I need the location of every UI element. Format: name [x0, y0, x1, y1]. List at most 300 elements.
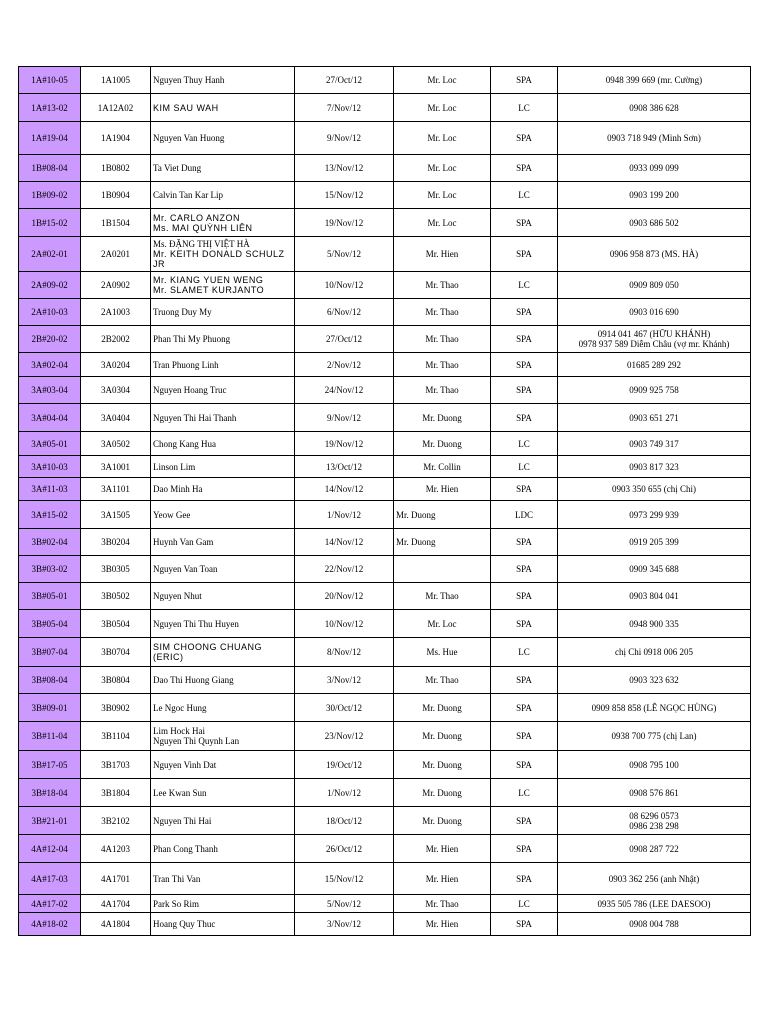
contract-type-text: SPA [516, 591, 532, 601]
code-text: 1B0904 [101, 190, 130, 200]
table-row [19, 694, 751, 722]
code-text: 3B0502 [101, 591, 130, 601]
unit-cell [19, 404, 81, 432]
unit-text: 3A#10-03 [31, 461, 68, 472]
code-text: 1B0802 [101, 163, 130, 173]
contract-type-text: SPA [516, 307, 532, 317]
unit-text: 3B#07-04 [31, 647, 68, 657]
unit-text: 4A#12-04 [31, 843, 68, 854]
unit-cell [19, 478, 81, 501]
agent-cell [394, 377, 491, 404]
date-cell [295, 835, 394, 863]
contract-type-text: SPA [516, 564, 532, 574]
owner-name-cell [151, 272, 295, 299]
table-row [19, 326, 751, 353]
date-text: 5/Nov/12 [326, 249, 361, 259]
contract-type-cell [491, 667, 558, 694]
table-row [19, 722, 751, 751]
owner-name-cell [151, 610, 295, 638]
date-text: 5/Nov/12 [326, 898, 361, 909]
contract-type-cell [491, 432, 558, 456]
agent-cell [394, 610, 491, 638]
phone-line: 0909 345 688 [629, 564, 679, 574]
date-cell [295, 209, 394, 237]
code-text: 3A1505 [101, 509, 130, 520]
table-row [19, 94, 751, 122]
phone-line: 0903 651 271 [629, 412, 679, 423]
agent-cell [394, 638, 491, 667]
phone-line: 0938 700 775 (chị Lan) [611, 731, 697, 741]
contract-type-text: SPA [516, 675, 532, 685]
contract-type-text: LC [518, 102, 530, 113]
contract-type-text: SPA [516, 873, 532, 884]
unit-text: 3B#11-04 [31, 731, 68, 741]
agent-text: Mr. Hien [425, 873, 459, 884]
contract-type-cell [491, 182, 558, 209]
owner-name-cell [151, 209, 295, 237]
contract-type-cell [491, 404, 558, 432]
unit-text: 3B#17-05 [31, 759, 68, 770]
contract-type-cell [491, 610, 558, 638]
table-row [19, 667, 751, 694]
date-text: 3/Nov/12 [326, 919, 361, 929]
agent-cell [394, 209, 491, 237]
contract-type-cell [491, 272, 558, 299]
contract-type-text: SPA [516, 217, 532, 228]
date-cell [295, 182, 394, 209]
date-cell [295, 404, 394, 432]
code-cell [81, 610, 151, 638]
owner-name-line: (ERIC) [153, 652, 184, 662]
phone-cell [558, 299, 751, 326]
owner-name-line: SIM CHOONG CHUANG [153, 642, 263, 652]
owner-name-line: Lim Hock Hai [153, 726, 205, 736]
agent-cell [394, 67, 491, 94]
contract-type-text: SPA [516, 919, 532, 929]
unit-cell [19, 556, 81, 583]
phone-cell [558, 155, 751, 182]
agent-cell [394, 913, 491, 936]
code-text: 1A1005 [101, 75, 130, 85]
code-cell [81, 478, 151, 501]
unit-text: 4A#18-02 [31, 919, 68, 929]
unit-text: 1B#08-04 [31, 163, 68, 173]
date-text: 19/Oct/12 [326, 759, 362, 770]
agent-text: Mr. Loc [427, 190, 457, 200]
unit-text: 3B#02-04 [31, 537, 68, 547]
contract-type-cell [491, 501, 558, 529]
date-cell [295, 122, 394, 155]
unit-cell [19, 122, 81, 155]
code-cell [81, 895, 151, 913]
owner-name-line: Nguyen Thi Hai [153, 815, 212, 826]
contract-type-text: LC [518, 461, 530, 472]
phone-line: 0903 718 949 (Minh Sơn) [607, 133, 701, 143]
owner-name-line: Ms. ĐẶNG THỊ VIỆT HÀ [153, 239, 250, 249]
owner-name-line: Calvin Tan Kar Lip [153, 190, 223, 200]
owner-name-cell [151, 237, 295, 272]
agent-cell [394, 583, 491, 610]
contract-type-cell [491, 529, 558, 556]
phone-cell [558, 694, 751, 722]
unit-text: 3A#02-04 [31, 359, 68, 370]
unit-cell [19, 895, 81, 913]
date-text: 7/Nov/12 [326, 102, 361, 113]
owner-name-cell [151, 895, 295, 913]
owner-name-line: Le Ngoc Hung [153, 702, 207, 713]
agent-cell [394, 529, 491, 556]
unit-text: 3A#03-04 [31, 385, 68, 395]
code-text: 3B1804 [101, 787, 130, 798]
agent-text: Mr. Duong [422, 731, 462, 741]
table-row [19, 353, 751, 377]
contract-type-cell [491, 807, 558, 835]
code-text: 3B1703 [101, 759, 130, 770]
date-text: 10/Nov/12 [324, 280, 364, 290]
unit-cell [19, 835, 81, 863]
code-cell [81, 67, 151, 94]
code-cell [81, 583, 151, 610]
owner-name-line: Phan Cong Thanh [153, 843, 218, 854]
phone-cell [558, 913, 751, 936]
phone-cell [558, 751, 751, 779]
code-text: 1B1504 [101, 217, 130, 228]
code-text: 2B2002 [101, 334, 130, 344]
code-cell [81, 556, 151, 583]
agent-text: Mr. Duong [396, 537, 436, 547]
phone-cell [558, 67, 751, 94]
unit-cell [19, 456, 81, 478]
owner-name-cell [151, 529, 295, 556]
agent-cell [394, 863, 491, 895]
unit-text: 4A#17-02 [31, 898, 68, 909]
code-text: 3B0704 [101, 647, 130, 657]
code-text: 1A1904 [101, 133, 130, 143]
table-row [19, 913, 751, 936]
date-cell [295, 667, 394, 694]
phone-line: 0933 099 099 [629, 163, 679, 173]
unit-cell [19, 432, 81, 456]
table-row [19, 779, 751, 807]
owner-name-line: Nguyen Vinh Dat [153, 759, 217, 770]
owner-name-cell [151, 556, 295, 583]
table-row [19, 456, 751, 478]
code-cell [81, 456, 151, 478]
table-row [19, 209, 751, 237]
phone-cell [558, 209, 751, 237]
owner-name-line: Phan Thi My Phuong [153, 334, 231, 344]
owner-name-cell [151, 67, 295, 94]
date-cell [295, 326, 394, 353]
code-text: 4A1804 [101, 919, 130, 929]
owner-name-cell [151, 94, 295, 122]
owner-name-line: Mr. KIANG YUEN WENG [153, 275, 264, 285]
date-text: 19/Nov/12 [324, 438, 364, 449]
owner-name-line: Dao Minh Ha [153, 484, 203, 494]
code-cell [81, 432, 151, 456]
phone-line: 0903 817 323 [629, 461, 679, 472]
contract-type-text: SPA [516, 75, 532, 85]
agent-text: Mr. Thao [425, 675, 459, 685]
phone-line: 0978 937 589 Diễm Châu (vợ mr. Khánh) [578, 339, 730, 349]
owner-name-cell [151, 501, 295, 529]
phone-cell [558, 835, 751, 863]
unit-cell [19, 501, 81, 529]
owner-name-cell [151, 182, 295, 209]
contract-type-cell [491, 638, 558, 667]
owner-name-cell [151, 863, 295, 895]
date-cell [295, 913, 394, 936]
phone-line: 0908 795 100 [629, 759, 679, 770]
phone-line: 0919 205 399 [629, 537, 679, 547]
owner-name-cell [151, 779, 295, 807]
date-cell [295, 237, 394, 272]
phone-cell [558, 610, 751, 638]
code-text: 3B0804 [101, 675, 130, 685]
code-cell [81, 835, 151, 863]
agent-cell [394, 122, 491, 155]
agent-text: Mr. Thao [425, 280, 459, 290]
owner-name-line: Mr. SLAMET KURJANTO [153, 285, 265, 295]
contract-type-cell [491, 694, 558, 722]
date-text: 20/Nov/12 [324, 591, 364, 601]
agent-text: Mr. Duong [396, 509, 436, 520]
code-text: 4A1203 [101, 843, 130, 854]
table-row [19, 529, 751, 556]
phone-cell [558, 583, 751, 610]
agent-text: Mr. Loc [427, 133, 457, 143]
code-text: 3A0304 [101, 385, 130, 395]
code-text: 3B0305 [101, 564, 130, 574]
contract-type-text: SPA [516, 537, 532, 547]
phone-line: 0948 399 669 (mr. Cường) [605, 75, 703, 85]
agent-text: Mr. Hien [425, 249, 459, 259]
code-cell [81, 122, 151, 155]
unit-cell [19, 583, 81, 610]
contract-type-cell [491, 377, 558, 404]
unit-text: 2A#10-03 [31, 307, 68, 317]
code-cell [81, 155, 151, 182]
unit-text: 3B#09-01 [31, 702, 68, 713]
contract-type-text: LC [518, 280, 530, 290]
contract-type-text: LDC [515, 509, 533, 520]
phone-line: 01685 289 292 [627, 359, 681, 370]
phone-cell [558, 182, 751, 209]
contract-type-cell [491, 913, 558, 936]
date-text: 24/Nov/12 [324, 385, 364, 395]
table-row [19, 835, 751, 863]
contract-type-text: SPA [516, 759, 532, 770]
code-text: 2A0201 [101, 249, 130, 259]
unit-text: 3B#18-04 [31, 787, 68, 798]
date-text: 14/Nov/12 [324, 484, 364, 494]
date-cell [295, 299, 394, 326]
code-text: 3B0504 [101, 618, 130, 629]
phone-line: 0908 386 628 [629, 102, 679, 113]
contract-type-text: LC [518, 190, 530, 200]
table-row [19, 155, 751, 182]
table-row [19, 501, 751, 529]
contract-type-cell [491, 326, 558, 353]
owner-name-cell [151, 478, 295, 501]
code-cell [81, 404, 151, 432]
owner-name-cell [151, 667, 295, 694]
owner-name-line: JR [153, 259, 165, 269]
date-text: 6/Nov/12 [326, 307, 361, 317]
contract-type-cell [491, 895, 558, 913]
date-text: 9/Nov/12 [326, 412, 361, 423]
table-row [19, 610, 751, 638]
contract-type-cell [491, 237, 558, 272]
owner-name-cell [151, 583, 295, 610]
owner-name-line: Nguyen Van Huong [153, 133, 225, 143]
unit-cell [19, 863, 81, 895]
owner-name-cell [151, 456, 295, 478]
contract-type-text: LC [518, 647, 530, 657]
date-cell [295, 529, 394, 556]
phone-cell [558, 377, 751, 404]
phone-line: 0908 004 788 [629, 919, 679, 929]
owner-name-cell [151, 722, 295, 751]
agent-cell [394, 694, 491, 722]
table-row [19, 863, 751, 895]
owner-name-line: Ta Viet Dung [153, 163, 202, 173]
date-cell [295, 94, 394, 122]
date-text: 13/Oct/12 [326, 461, 362, 472]
contract-type-text: SPA [516, 843, 532, 854]
phone-cell [558, 122, 751, 155]
date-cell [295, 377, 394, 404]
agent-cell [394, 556, 491, 583]
phone-line: 0903 804 041 [629, 591, 679, 601]
table-row [19, 272, 751, 299]
date-cell [295, 456, 394, 478]
phone-cell [558, 863, 751, 895]
agent-text: Mr. Hien [425, 919, 459, 929]
owner-name-cell [151, 353, 295, 377]
agent-cell [394, 807, 491, 835]
owner-name-line: Park So Rim [153, 898, 200, 909]
unit-cell [19, 272, 81, 299]
agent-text: Mr. Loc [427, 75, 457, 85]
date-cell [295, 895, 394, 913]
code-text: 4A1701 [101, 873, 130, 884]
owner-name-cell [151, 694, 295, 722]
code-cell [81, 667, 151, 694]
code-text: 3A1001 [101, 461, 130, 472]
phone-line: chị Chi 0918 006 205 [615, 647, 693, 657]
table-body [19, 67, 751, 936]
code-text: 3A1101 [101, 484, 130, 494]
owner-name-line: KIM SAU WAH [153, 102, 219, 113]
agent-cell [394, 299, 491, 326]
owner-name-cell [151, 807, 295, 835]
contract-type-text: SPA [516, 412, 532, 423]
owner-name-line: Truong Duy My [153, 307, 212, 317]
contract-type-cell [491, 94, 558, 122]
code-text: 3B0204 [101, 537, 130, 547]
table-row [19, 182, 751, 209]
phone-cell [558, 779, 751, 807]
unit-cell [19, 377, 81, 404]
contract-type-cell [491, 751, 558, 779]
table-row [19, 404, 751, 432]
owner-name-line: Nguyen Hoang Truc [153, 385, 227, 395]
agent-cell [394, 667, 491, 694]
date-cell [295, 67, 394, 94]
contract-type-text: SPA [516, 815, 532, 826]
phone-cell [558, 501, 751, 529]
contract-type-text: SPA [516, 702, 532, 713]
unit-cell [19, 67, 81, 94]
agent-cell [394, 751, 491, 779]
table-row [19, 377, 751, 404]
date-cell [295, 807, 394, 835]
agent-cell [394, 155, 491, 182]
owner-name-line: Linson Lim [153, 461, 196, 472]
code-cell [81, 863, 151, 895]
date-text: 19/Nov/12 [324, 217, 364, 228]
phone-cell [558, 895, 751, 913]
contract-type-cell [491, 722, 558, 751]
phone-cell [558, 722, 751, 751]
date-text: 30/Oct/12 [326, 702, 362, 713]
unit-text: 3A#15-02 [31, 509, 68, 520]
contract-type-text: LC [518, 898, 530, 909]
date-cell [295, 353, 394, 377]
contract-type-text: SPA [516, 484, 532, 494]
agent-cell [394, 501, 491, 529]
agent-text: Mr. Duong [422, 438, 462, 449]
phone-cell [558, 94, 751, 122]
code-text: 3B2102 [101, 815, 130, 826]
phone-line: 0909 925 758 [629, 385, 679, 395]
owner-name-cell [151, 638, 295, 667]
date-text: 1/Nov/12 [326, 509, 361, 520]
table-row [19, 67, 751, 94]
agent-text: Mr. Hien [425, 484, 459, 494]
contract-type-cell [491, 478, 558, 501]
unit-cell [19, 610, 81, 638]
owner-name-cell [151, 432, 295, 456]
agent-cell [394, 94, 491, 122]
phone-cell [558, 807, 751, 835]
date-text: 27/Oct/12 [326, 334, 362, 344]
code-cell [81, 913, 151, 936]
phone-line: 0948 900 335 [629, 618, 679, 629]
code-cell [81, 353, 151, 377]
owner-name-line: Lee Kwan Sun [153, 787, 207, 798]
date-text: 23/Nov/12 [324, 731, 364, 741]
owner-name-line: Nguyen Thi Quynh Lan [153, 736, 240, 746]
agent-text: Mr. Thao [425, 898, 459, 909]
unit-cell [19, 667, 81, 694]
date-text: 27/Oct/12 [326, 75, 362, 85]
date-text: 13/Nov/12 [324, 163, 364, 173]
owner-name-cell [151, 913, 295, 936]
date-text: 18/Oct/12 [326, 815, 362, 826]
unit-text: 1A#13-02 [31, 102, 68, 113]
table-row [19, 807, 751, 835]
phone-line: 0903 323 632 [629, 675, 679, 685]
agent-cell [394, 895, 491, 913]
owner-name-line: Chong Kang Hua [153, 438, 216, 449]
unit-text: 1B#15-02 [31, 217, 68, 228]
date-cell [295, 501, 394, 529]
code-cell [81, 94, 151, 122]
date-cell [295, 155, 394, 182]
date-cell [295, 610, 394, 638]
